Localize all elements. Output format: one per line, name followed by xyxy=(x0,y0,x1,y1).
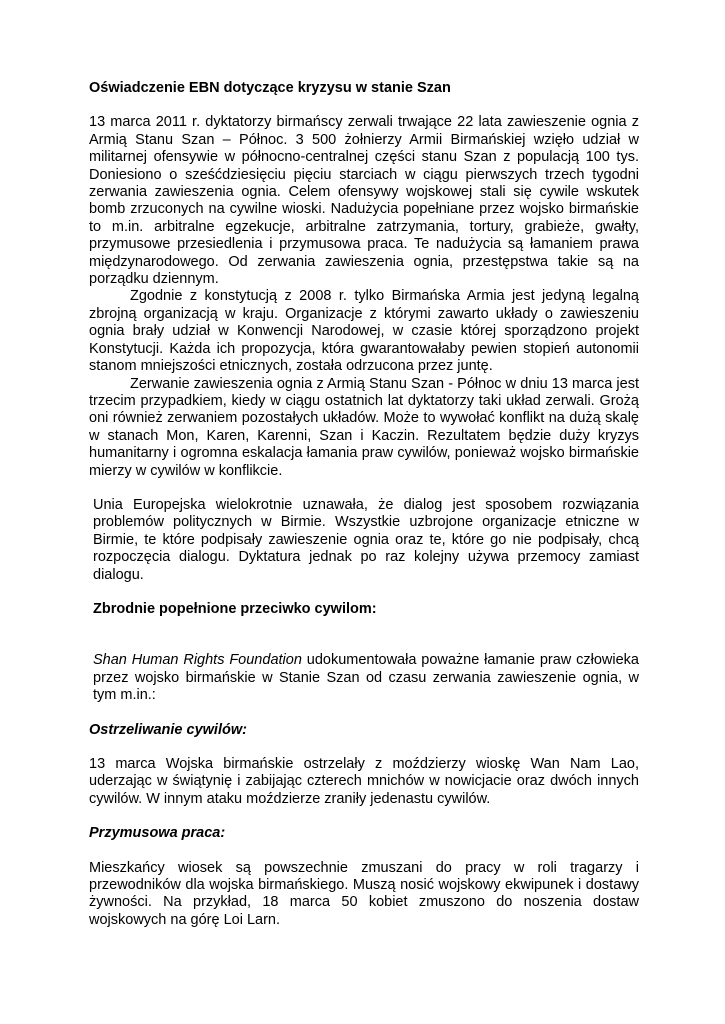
paragraph-shrf xyxy=(89,652,639,704)
paragraph-ceasefire-broken: 13 marca 2011 r. dyktatorzy birmańscy zerwali trwające 22 lata zawieszenie ognia z Armią Stanu Szan – Północ. 3 500 żołnierzy Armii Birmańskiej wzięło udział w militarnej ofensywie w północno-centralnej części stanu Szan z populacją 100 tys. Doniesiono o sześćdziesięciu pięciu starciach w ciągu pierwszych trzech tygodni zerwania zawieszenia ognia. Celem ofensywy wojskowej stali się cywile wskutek bomb zrzuconych na cywilne wioski. Nadużycia popełniane przez wojsko birmańskie to m.in. arbitralne egzekucje, arbitralne zatrzymania, tortury, grabieże, gwałty, przymusowe przesiedlenia i przymusowa praca. Te nadużycia są łamaniem prawa międzynarodowego. Od zerwania zawieszenia ognia, przestępstwa takie są na porządku dziennym. xyxy=(89,114,639,288)
document-title: Oświadczenie EBN dotyczące kryzysu w stanie Szan xyxy=(89,80,451,96)
spacer xyxy=(89,739,639,756)
org-name-shrf: Shan Human Rights Foundation xyxy=(93,652,302,669)
subheading-forced-labor: Przymusowa praca: xyxy=(89,825,226,842)
spacer xyxy=(89,618,639,652)
paragraph-forced-labor: Mieszkańcy wiosek są powszechnie zmuszani do pracy w roli tragarzy i przewodników dla wojska birmańskiego. Muszą nosić wojskowy ekwipunek i dostawy żywności. Na przykład, 18 marca 50 kobiet zmuszono do noszenia dostaw wojskowych na górę Loi Larn. xyxy=(89,859,639,928)
paragraph-constitution: Zgodnie z konstytucją z 2008 r. tylko Birmańska Armia jest jedyną legalną zbrojną organizacją w kraju. Organizacje z którymi zawarto układy o zawieszeniu ognia brały udział w Konwencji Narodowej, w czasie której sporządzono projekt Konstytucji. Każda ich propozycja, która gwarantowałaby pewien stopień autonomii stanom mniejszości etnicznych, została odrzucona przez juntę. xyxy=(89,288,639,375)
spacer xyxy=(89,480,639,497)
spacer xyxy=(89,584,639,601)
paragraph-shelling: 13 marca Wojska birmańskie ostrzelały z moździerzy wioskę Wan Nam Lao, uderzając w świątynię i zabijając czterech mnichów w nowicjacie oraz dwóch innych cywilów. W innym ataku moździerze zraniły jedenastu cywilów. xyxy=(89,756,639,807)
spacer xyxy=(89,808,639,825)
section-heading-crimes: Zbrodnie popełnione przeciwko cywilom: xyxy=(93,600,377,617)
shrf-text: udokumentowała poważne łamanie praw człowieka przez wojsko birmańskie w Stanie Szan od czasu zerwania zawieszenie ognia, w tym m.in.: xyxy=(93,652,639,704)
spacer xyxy=(89,843,639,860)
document-page xyxy=(89,80,639,929)
paragraph-eu-dialogue: Unia Europejska wielokrotnie uznawała, że dialog jest sposobem rozwiązania problemów politycznych w Birmie. Wszystkie uzbrojone organizacje etniczne w Birmie, te które podpisały zawieszenie ognia oraz te, które go nie podpisały, chcą rozpoczęcia dialogu. Dyktatura jednak po raz kolejny używa przemocy zamiast dialogu. xyxy=(93,496,639,583)
subheading-shelling: Ostrzeliwanie cywilów: xyxy=(89,721,247,738)
spacer xyxy=(89,705,639,722)
paragraph-third-case: Zerwanie zawieszenia ognia z Armią Stanu Szan - Północ w dniu 13 marca jest trzecim przypadkiem, kiedy w ciągu ostatnich lat dyktatorzy taki układ zerwali. Grożą oni również zerwaniem pozostałych układów. Może to wywołać konflikt na dużą skalę w stanach Mon, Karen, Karenni, Szan i Kaczin. Rezultatem będzie duży kryzys humanitarny i ogromna eskalacja łamania praw cywilów, ponieważ wojsko birmańskie mierzy w cywilów w konflikcie. xyxy=(89,375,639,479)
